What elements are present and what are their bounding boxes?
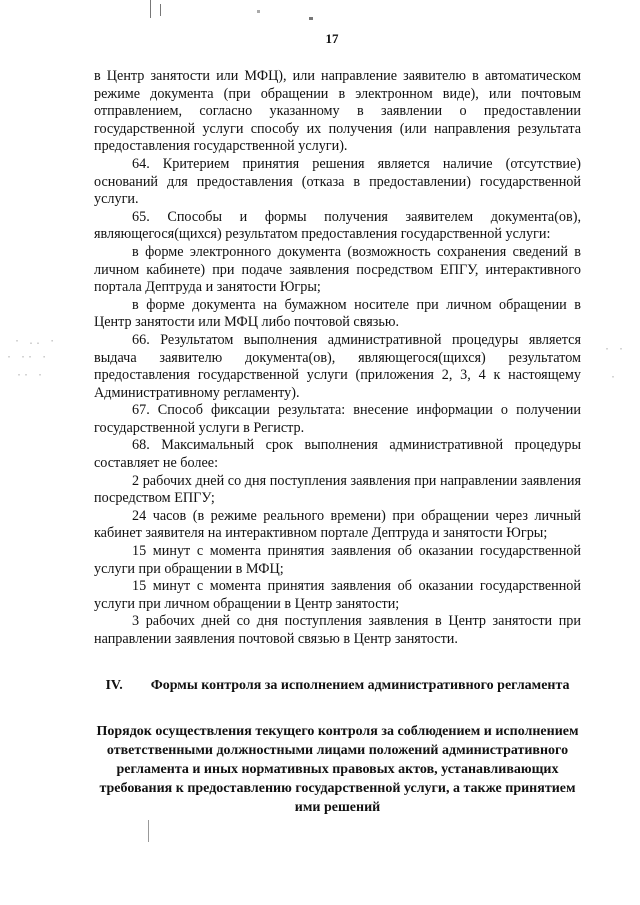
scan-speck [257,10,260,13]
bleed-through-noise: · ·· · [6,352,49,363]
paragraph: в форме документа на бумажном носителе при личном обращении в Центр занятости или МФЦ либо почтовой связью. [94,296,581,331]
bleed-through-noise: · · [604,344,626,355]
paragraph: 65. Способы и формы получения заявителем документа(ов), являющегося(щихся) результатом предоставления государственной услуги: [94,208,581,243]
paragraph: 67. Способ фиксации результата: внесение информации о получении государственной услуги в Регистр. [94,402,581,436]
paragraph: 66. Результатом выполнения административной процедуры является выдача заявителю документа(ов), являющегося(щихся) результатом предоставления государственной услуги (приложения 2, 3, 4 к настоящему Административному регламенту). [94,331,581,401]
paragraph: 3 рабочих дней со дня поступления заявления в Центр занятости при направлении заявления почтовой связью в Центр занятости. [94,613,581,647]
section-number: IV. [105,677,123,693]
scan-speck [309,17,313,20]
paragraph: 68. Максимальный срок выполнения административной процедуры составляет не более: [94,437,581,472]
paragraph: в Центр занятости или МФЦ), или направление заявителю в автоматическом режиме документа (при обращении в электронном виде), или почтовым отправлением, согласно указанному в заявлении о предоставлении государственной услуги способу их получения (или направления результата предоставления государственной услуги). [94,68,581,155]
section-heading [94,677,581,695]
paragraph: 15 минут с момента принятия заявления об оказании государственной услуги при личном обращении в Центр занятости; [94,578,581,612]
section-title: Формы контроля за исполнением административного регламента [150,677,570,693]
paragraph: 64. Критерием принятия решения является наличие (отсутствие) оснований для предоставления (отказа в предоставлении) государственной услуги. [94,155,581,208]
subsection-heading: Порядок осуществления текущего контроля за соблюдением и исполнением ответственными должностными лицами положений административного регламента и иных нормативных правовых актов, устанавливающих требования к предоставлению государственной услуги, а также принятием ими решений [96,723,579,815]
scan-edge-mark [148,820,149,842]
paragraph: 24 часов (в режиме реального времени) при обращении через личный кабинет заявителя на интерактивном портале Дептруда и занятости Югры; [94,507,581,542]
paragraph: 15 минут с момента принятия заявления об оказании государственной услуги при обращении в МФЦ; [94,543,581,577]
page-number: 17 [325,31,339,46]
bleed-through-noise: · .. · [14,336,57,347]
scan-edge-mark [150,0,151,18]
bleed-through-noise: ·· · [16,370,45,381]
document-body [94,68,581,817]
bleed-through-noise: · [610,372,618,383]
paragraph: 2 рабочих дней со дня поступления заявления при направлении заявления посредством ЕПГУ; [94,472,581,507]
paragraph: в форме электронного документа (возможность сохранения сведений в личном кабинете) при подаче заявления посредством ЕПГУ, интерактивного портала Дептруда и занятости Югры; [94,243,581,296]
scan-edge-mark [160,4,161,16]
